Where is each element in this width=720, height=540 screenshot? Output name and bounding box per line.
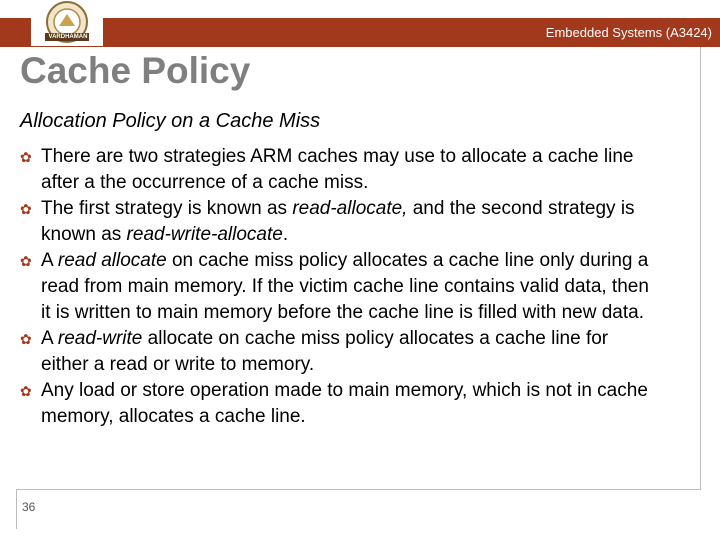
right-divider [700,47,701,489]
bullet-text: on cache miss policy allocates a cache line only during a read from main memory. If the victim cache line contains valid data, then it is written to main memory before the cache line is filled with new data. [41,250,649,323]
bullet-emphasis: read allocate [57,250,167,271]
left-divider [16,489,17,529]
bullet-item [20,248,660,326]
bullet-icon: ✿ [20,253,32,269]
slide-subtitle: Allocation Policy on a Cache Miss [20,110,321,132]
page-title: Cache Policy [20,50,251,91]
bullet-emphasis: read-write-allocate [126,224,283,245]
bullet-icon: ✿ [20,331,32,347]
logo-text: VARDHAMAN [48,34,88,40]
bottom-divider [16,489,701,490]
bullet-text: A [41,328,58,349]
bullet-emphasis: read-write [57,328,143,349]
bullet-text: A [41,250,58,271]
bullet-item [20,326,660,378]
bullet-icon: ✿ [20,149,32,165]
bullet-text: Any load or store operation made to main memory, which is not in cache memory, allocates a cache line. [41,380,648,427]
bullet-list [20,144,660,430]
page-number: 36 [22,500,36,514]
bullet-text: and the second strategy is known as [41,198,635,245]
bullet-text: allocate on cache miss policy allocates a cache line for either a read or write to memory. [41,328,609,375]
course-title: Embedded Systems (A3424) [545,25,712,40]
bullet-item [20,378,660,430]
bullet-icon: ✿ [20,383,32,399]
bullet-item [20,144,660,196]
bullet-emphasis: read-allocate, [292,198,408,219]
bullet-text: . [282,224,289,245]
bullet-text: There are two strategies ARM caches may use to allocate a cache line after a the occurrence of a cache miss. [41,146,634,193]
bullet-item [20,196,660,248]
bullet-icon: ✿ [20,201,32,217]
bullet-text: The first strategy is known as [41,198,293,219]
